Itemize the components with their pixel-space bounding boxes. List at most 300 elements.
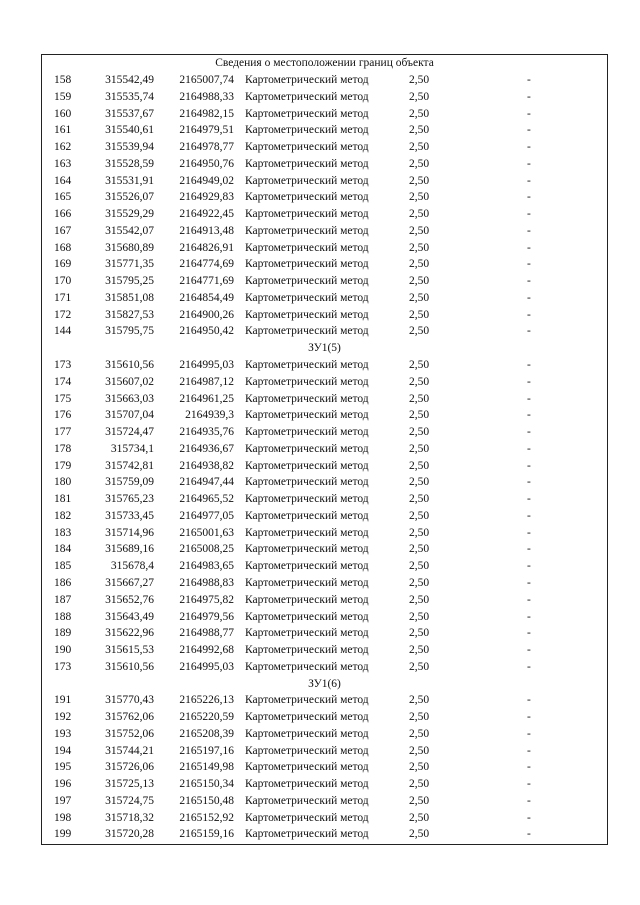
y-coordinate: 2164983,65 — [179, 560, 234, 573]
x-coordinate: 315678,4 — [110, 560, 154, 573]
note-cell: - — [527, 644, 531, 657]
method-cell: Картометрический метод — [245, 191, 369, 204]
point-number: 173 — [54, 660, 72, 673]
x-coordinate: 315535,74 — [105, 90, 154, 103]
method-cell: Картометрический метод — [245, 308, 369, 321]
accuracy-cell: 2,50 — [409, 392, 430, 405]
y-coordinate: 2164987,12 — [179, 375, 234, 388]
x-coordinate: 315610,56 — [105, 660, 154, 673]
x-coordinate: 315759,09 — [105, 476, 154, 489]
x-coordinate: 315542,49 — [105, 74, 154, 86]
method-cell: Картометрический метод — [245, 375, 369, 388]
x-coordinate: 315537,67 — [105, 107, 154, 120]
x-coordinate: 315733,45 — [105, 509, 154, 522]
table-row — [42, 474, 607, 491]
accuracy-cell: 2,50 — [409, 744, 430, 757]
table-row — [42, 307, 607, 324]
point-number: 192 — [54, 711, 72, 724]
table-row — [42, 290, 607, 307]
table-row — [42, 609, 607, 626]
note-cell: - — [527, 258, 531, 271]
x-coordinate: 315615,53 — [105, 644, 154, 657]
method-cell: Картометрический метод — [245, 761, 369, 774]
x-coordinate: 315714,96 — [105, 526, 154, 539]
table-row — [42, 441, 607, 458]
point-number: 174 — [54, 375, 72, 388]
point-number: 186 — [54, 576, 72, 589]
point-number: 173 — [54, 359, 72, 372]
y-coordinate: 2165149,98 — [179, 761, 234, 774]
table-row — [42, 776, 607, 793]
point-number: 172 — [54, 308, 72, 321]
method-cell: Картометрический метод — [245, 811, 369, 824]
y-coordinate: 2164950,76 — [179, 157, 234, 170]
y-coordinate: 2164950,42 — [179, 325, 234, 338]
accuracy-cell: 2,50 — [409, 761, 430, 774]
accuracy-cell: 2,50 — [409, 644, 430, 657]
accuracy-cell: 2,50 — [409, 291, 430, 304]
table-row — [42, 323, 607, 340]
x-coordinate: 315827,53 — [105, 308, 154, 321]
accuracy-cell: 2,50 — [409, 459, 430, 472]
y-coordinate: 2165208,39 — [179, 727, 234, 740]
accuracy-cell: 2,50 — [409, 509, 430, 522]
method-cell: Картометрический метод — [245, 291, 369, 304]
y-coordinate: 2164826,91 — [179, 241, 234, 254]
x-coordinate: 315652,76 — [105, 593, 154, 606]
note-cell: - — [527, 526, 531, 539]
accuracy-cell: 2,50 — [409, 141, 430, 154]
note-cell: - — [527, 761, 531, 774]
accuracy-cell: 2,50 — [409, 409, 430, 422]
note-cell: - — [527, 291, 531, 304]
table-row — [42, 575, 607, 592]
note-cell: - — [527, 744, 531, 757]
table-row — [42, 793, 607, 810]
table-row — [42, 743, 607, 760]
x-coordinate: 315540,61 — [105, 124, 154, 137]
x-coordinate: 315752,06 — [105, 727, 154, 740]
point-number: 164 — [54, 174, 72, 187]
point-number: 159 — [54, 90, 72, 103]
x-coordinate: 315770,43 — [105, 694, 154, 707]
table-row — [42, 642, 607, 659]
method-cell: Картометрический метод — [245, 576, 369, 589]
y-coordinate: 2164949,02 — [179, 174, 234, 187]
point-number: 165 — [54, 191, 72, 204]
section-header: ЗУ1(5) — [308, 342, 341, 355]
y-coordinate: 2164922,45 — [179, 208, 234, 221]
method-cell: Картометрический метод — [245, 727, 369, 740]
table-row — [42, 374, 607, 391]
x-coordinate: 315726,06 — [105, 761, 154, 774]
y-coordinate: 2164935,76 — [179, 426, 234, 439]
note-cell: - — [527, 191, 531, 204]
point-number: 180 — [54, 476, 72, 489]
table-row — [42, 625, 607, 642]
y-coordinate: 2164979,51 — [179, 124, 234, 137]
method-cell: Картометрический метод — [245, 141, 369, 154]
note-cell: - — [527, 509, 531, 522]
table-row — [42, 206, 607, 223]
method-cell: Картометрический метод — [245, 208, 369, 221]
x-coordinate: 315718,32 — [105, 811, 154, 824]
table-row — [42, 173, 607, 190]
note-cell: - — [527, 141, 531, 154]
note-cell: - — [527, 359, 531, 372]
method-cell: Картометрический метод — [245, 509, 369, 522]
accuracy-cell: 2,50 — [409, 157, 430, 170]
y-coordinate: 2164965,52 — [179, 493, 234, 506]
y-coordinate: 2165159,16 — [179, 828, 234, 841]
y-coordinate: 2164939,3 — [185, 409, 234, 422]
method-cell: Картометрический метод — [245, 258, 369, 271]
accuracy-cell: 2,50 — [409, 426, 430, 439]
note-cell: - — [527, 711, 531, 724]
note-cell: - — [527, 459, 531, 472]
point-number: 166 — [54, 208, 72, 221]
method-cell: Картометрический метод — [245, 778, 369, 791]
method-cell: Картометрический метод — [245, 560, 369, 573]
method-cell: Картометрический метод — [245, 493, 369, 506]
note-cell: - — [527, 610, 531, 623]
method-cell: Картометрический метод — [245, 744, 369, 757]
y-coordinate: 2164936,67 — [179, 442, 234, 455]
x-coordinate: 315720,28 — [105, 828, 154, 841]
x-coordinate: 315610,56 — [105, 359, 154, 372]
note-cell: - — [527, 560, 531, 573]
note-cell: - — [527, 694, 531, 707]
accuracy-cell: 2,50 — [409, 727, 430, 740]
method-cell: Картометрический метод — [245, 275, 369, 288]
method-cell: Картометрический метод — [245, 644, 369, 657]
accuracy-cell: 2,50 — [409, 208, 430, 221]
table-row — [42, 256, 607, 273]
point-number: 163 — [54, 157, 72, 170]
accuracy-cell: 2,50 — [409, 711, 430, 724]
note-cell: - — [527, 375, 531, 388]
y-coordinate: 2164975,82 — [179, 593, 234, 606]
point-number: 181 — [54, 493, 72, 506]
y-coordinate: 2164979,56 — [179, 610, 234, 623]
note-cell: - — [527, 493, 531, 506]
point-number: 167 — [54, 224, 72, 237]
y-coordinate: 2164995,03 — [179, 660, 234, 673]
note-cell: - — [527, 576, 531, 589]
accuracy-cell: 2,50 — [409, 308, 430, 321]
x-coordinate: 315725,13 — [105, 778, 154, 791]
table-title: Сведения о местоположении границ объекта — [215, 57, 434, 69]
point-number: 184 — [54, 543, 72, 556]
y-coordinate: 2165152,92 — [179, 811, 234, 824]
point-number: 185 — [54, 560, 72, 573]
point-number: 198 — [54, 811, 72, 824]
note-cell: - — [527, 409, 531, 422]
x-coordinate: 315622,96 — [105, 627, 154, 640]
method-cell: Картометрический метод — [245, 426, 369, 439]
method-cell: Картометрический метод — [245, 359, 369, 372]
accuracy-cell: 2,50 — [409, 74, 430, 86]
x-coordinate: 315744,21 — [105, 744, 154, 757]
point-number: 171 — [54, 291, 72, 304]
table-row — [42, 139, 607, 156]
table-row — [42, 826, 607, 843]
point-number: 191 — [54, 694, 72, 707]
note-cell: - — [527, 828, 531, 841]
method-cell: Картометрический метод — [245, 794, 369, 807]
note-cell: - — [527, 778, 531, 791]
x-coordinate: 315795,75 — [105, 325, 154, 338]
y-coordinate: 2165150,48 — [179, 794, 234, 807]
point-number: 158 — [54, 74, 72, 86]
point-number: 176 — [54, 409, 72, 422]
x-coordinate: 315680,89 — [105, 241, 154, 254]
note-cell: - — [527, 208, 531, 221]
method-cell: Картометрический метод — [245, 526, 369, 539]
y-coordinate: 2164938,82 — [179, 459, 234, 472]
table-row — [42, 240, 607, 257]
table-row — [42, 525, 607, 542]
accuracy-cell: 2,50 — [409, 778, 430, 791]
accuracy-cell: 2,50 — [409, 241, 430, 254]
point-number: 193 — [54, 727, 72, 740]
point-number: 161 — [54, 124, 72, 137]
accuracy-cell: 2,50 — [409, 174, 430, 187]
x-coordinate: 315742,81 — [105, 459, 154, 472]
x-coordinate: 315526,07 — [105, 191, 154, 204]
point-number: 183 — [54, 526, 72, 539]
y-coordinate: 2164900,26 — [179, 308, 234, 321]
table-row — [42, 558, 607, 575]
method-cell: Картометрический метод — [245, 711, 369, 724]
y-coordinate: 2164929,83 — [179, 191, 234, 204]
y-coordinate: 2164978,77 — [179, 141, 234, 154]
note-cell: - — [527, 308, 531, 321]
note-cell: - — [527, 241, 531, 254]
x-coordinate: 315607,02 — [105, 375, 154, 388]
method-cell: Картометрический метод — [245, 241, 369, 254]
table-row — [42, 89, 607, 106]
point-number: 169 — [54, 258, 72, 271]
note-cell: - — [527, 392, 531, 405]
point-number: 195 — [54, 761, 72, 774]
y-coordinate: 2165008,25 — [179, 543, 234, 556]
note-cell: - — [527, 727, 531, 740]
point-number: 170 — [54, 275, 72, 288]
method-cell: Картометрический метод — [245, 174, 369, 187]
x-coordinate: 315707,04 — [105, 409, 154, 422]
note-cell: - — [527, 543, 531, 556]
point-number: 160 — [54, 107, 72, 120]
x-coordinate: 315689,16 — [105, 543, 154, 556]
table-row — [42, 407, 607, 424]
point-number: 190 — [54, 644, 72, 657]
point-number: 199 — [54, 828, 72, 841]
y-coordinate: 2164977,05 — [179, 509, 234, 522]
x-coordinate: 315643,49 — [105, 610, 154, 623]
y-coordinate: 2165150,34 — [179, 778, 234, 791]
accuracy-cell: 2,50 — [409, 124, 430, 137]
method-cell: Картометрический метод — [245, 107, 369, 120]
accuracy-cell: 2,50 — [409, 610, 430, 623]
method-cell: Картометрический метод — [245, 610, 369, 623]
method-cell: Картометрический метод — [245, 593, 369, 606]
point-number: 177 — [54, 426, 72, 439]
accuracy-cell: 2,50 — [409, 794, 430, 807]
accuracy-cell: 2,50 — [409, 107, 430, 120]
accuracy-cell: 2,50 — [409, 375, 430, 388]
method-cell: Картометрический метод — [245, 74, 369, 86]
table-row — [42, 709, 607, 726]
method-cell: Картометрический метод — [245, 409, 369, 422]
accuracy-cell: 2,50 — [409, 476, 430, 489]
method-cell: Картометрический метод — [245, 442, 369, 455]
method-cell: Картометрический метод — [245, 124, 369, 137]
point-number: 144 — [54, 325, 72, 338]
y-coordinate: 2164947,44 — [179, 476, 234, 489]
y-coordinate: 2164988,77 — [179, 627, 234, 640]
note-cell: - — [527, 660, 531, 673]
y-coordinate: 2164988,83 — [179, 576, 234, 589]
accuracy-cell: 2,50 — [409, 811, 430, 824]
y-coordinate: 2165007,74 — [179, 74, 234, 86]
accuracy-cell: 2,50 — [409, 325, 430, 338]
x-coordinate: 315539,94 — [105, 141, 154, 154]
accuracy-cell: 2,50 — [409, 191, 430, 204]
method-cell: Картометрический метод — [245, 694, 369, 707]
x-coordinate: 315795,25 — [105, 275, 154, 288]
point-number: 194 — [54, 744, 72, 757]
point-number: 178 — [54, 442, 72, 455]
method-cell: Картометрический метод — [245, 476, 369, 489]
note-cell: - — [527, 74, 531, 86]
table-row — [42, 223, 607, 240]
table-row — [42, 156, 607, 173]
note-cell: - — [527, 275, 531, 288]
y-coordinate: 2165226,13 — [179, 694, 234, 707]
table-row — [42, 106, 607, 123]
accuracy-cell: 2,50 — [409, 694, 430, 707]
table-row — [42, 273, 607, 290]
method-cell: Картометрический метод — [245, 392, 369, 405]
accuracy-cell: 2,50 — [409, 593, 430, 606]
table-row — [42, 659, 607, 676]
note-cell: - — [527, 174, 531, 187]
accuracy-cell: 2,50 — [409, 627, 430, 640]
x-coordinate: 315765,23 — [105, 493, 154, 506]
x-coordinate: 315667,27 — [105, 576, 154, 589]
table-row — [42, 72, 607, 89]
table-row — [42, 357, 607, 374]
y-coordinate: 2164982,15 — [179, 107, 234, 120]
table-row — [42, 508, 607, 525]
y-coordinate: 2164961,25 — [179, 392, 234, 405]
x-coordinate: 315663,03 — [105, 392, 154, 405]
accuracy-cell: 2,50 — [409, 359, 430, 372]
table-row — [42, 424, 607, 441]
method-cell: Картометрический метод — [245, 325, 369, 338]
point-number: 168 — [54, 241, 72, 254]
method-cell: Картометрический метод — [245, 459, 369, 472]
accuracy-cell: 2,50 — [409, 442, 430, 455]
table-row — [42, 122, 607, 139]
method-cell: Картометрический метод — [245, 660, 369, 673]
point-number: 196 — [54, 778, 72, 791]
x-coordinate: 315851,08 — [105, 291, 154, 304]
x-coordinate: 315762,06 — [105, 711, 154, 724]
point-number: 182 — [54, 509, 72, 522]
y-coordinate: 2164988,33 — [179, 90, 234, 103]
point-number: 197 — [54, 794, 72, 807]
y-coordinate: 2164854,49 — [179, 291, 234, 304]
table-body — [42, 72, 607, 843]
y-coordinate: 2164913,48 — [179, 224, 234, 237]
x-coordinate: 315771,35 — [105, 258, 154, 271]
accuracy-cell: 2,50 — [409, 828, 430, 841]
note-cell: - — [527, 107, 531, 120]
table-row — [42, 391, 607, 408]
y-coordinate: 2164995,03 — [179, 359, 234, 372]
point-number: 162 — [54, 141, 72, 154]
table-row — [42, 692, 607, 709]
table-row — [42, 726, 607, 743]
note-cell: - — [527, 90, 531, 103]
accuracy-cell: 2,50 — [409, 526, 430, 539]
x-coordinate: 315531,91 — [105, 174, 154, 187]
section-header: ЗУ1(6) — [308, 677, 341, 690]
accuracy-cell: 2,50 — [409, 224, 430, 237]
method-cell: Картометрический метод — [245, 224, 369, 237]
method-cell: Картометрический метод — [245, 627, 369, 640]
point-number: 175 — [54, 392, 72, 405]
table-row — [42, 592, 607, 609]
table-row — [42, 491, 607, 508]
table-row — [42, 810, 607, 827]
x-coordinate: 315724,75 — [105, 794, 154, 807]
x-coordinate: 315724,47 — [105, 426, 154, 439]
accuracy-cell: 2,50 — [409, 275, 430, 288]
y-coordinate: 2165220,59 — [179, 711, 234, 724]
note-cell: - — [527, 593, 531, 606]
accuracy-cell: 2,50 — [409, 660, 430, 673]
note-cell: - — [527, 224, 531, 237]
table-row — [42, 541, 607, 558]
point-number: 179 — [54, 459, 72, 472]
accuracy-cell: 2,50 — [409, 90, 430, 103]
y-coordinate: 2165001,63 — [179, 526, 234, 539]
note-cell: - — [527, 124, 531, 137]
table-row — [42, 189, 607, 206]
table-row — [42, 759, 607, 776]
method-cell: Картометрический метод — [245, 90, 369, 103]
y-coordinate: 2164774,69 — [179, 258, 234, 271]
accuracy-cell: 2,50 — [409, 493, 430, 506]
table-row — [42, 458, 607, 475]
method-cell: Картометрический метод — [245, 828, 369, 841]
accuracy-cell: 2,50 — [409, 560, 430, 573]
x-coordinate: 315529,29 — [105, 208, 154, 221]
note-cell: - — [527, 627, 531, 640]
y-coordinate: 2164771,69 — [179, 275, 234, 288]
note-cell: - — [527, 426, 531, 439]
note-cell: - — [527, 157, 531, 170]
point-number: 188 — [54, 610, 72, 623]
method-cell: Картометрический метод — [245, 157, 369, 170]
x-coordinate: 315734,1 — [110, 442, 154, 455]
note-cell: - — [527, 794, 531, 807]
x-coordinate: 315542,07 — [105, 224, 154, 237]
coordinates-table — [41, 54, 608, 845]
